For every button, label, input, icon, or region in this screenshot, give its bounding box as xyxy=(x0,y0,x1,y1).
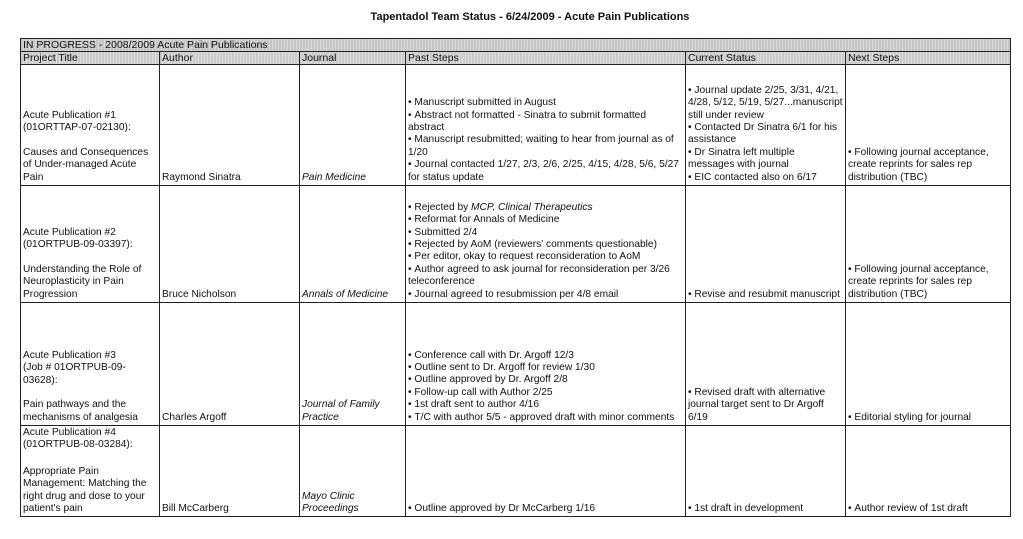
journal-cell: Journal of Family Practice xyxy=(300,303,406,426)
past-step-item: • T/C with author 5/5 - approved draft with minor comments xyxy=(408,412,683,424)
author-cell: Bruce Nicholson xyxy=(160,186,300,303)
past-step-item: • Abstract not formatted - Sinatra to submit formatted abstract xyxy=(408,110,683,135)
next-steps-cell xyxy=(846,65,1011,186)
status-table xyxy=(20,38,1011,517)
section-title: IN PROGRESS - 2008/2009 Acute Pain Publications xyxy=(21,39,1011,52)
past-step-item: • Author agreed to ask journal for reconsideration per 3/26 teleconference xyxy=(408,264,683,289)
column-header-current-status: Current Status xyxy=(686,52,846,65)
column-header-past-steps: Past Steps xyxy=(406,52,686,65)
past-step-item: • Manuscript resubmitted; waiting to hear from journal as of 1/20 xyxy=(408,134,683,159)
past-step-item: • 1st draft sent to author 4/16 xyxy=(408,399,683,411)
past-step-item xyxy=(408,202,683,214)
past-step-item: • Outline approved by Dr. Argoff 2/8 xyxy=(408,374,683,386)
journal-cell: Pain Medicine xyxy=(300,65,406,186)
column-header-journal: Journal xyxy=(300,52,406,65)
current-status-cell xyxy=(686,65,846,186)
project-name: Pain pathways and the mechanisms of analgesia xyxy=(23,399,138,423)
past-step-item: • Journal contacted 1/27, 2/3, 2/6, 2/25, 4/15, 4/28, 5/6, 5/27 for status update xyxy=(408,159,683,184)
project-name: Appropriate Pain Management: Matching the right drug and dose to your patient's pain xyxy=(23,465,147,515)
status-item: • 1st draft in development xyxy=(688,503,843,515)
status-item: • EIC contacted also on 6/17 xyxy=(688,172,843,184)
past-step-item: • Manuscript submitted in August xyxy=(408,97,683,109)
project-title-cell xyxy=(21,303,160,426)
column-header-author: Author xyxy=(160,52,300,65)
table-row xyxy=(21,65,1011,186)
past-step-item: • Journal agreed to resubmission per 4/8 email xyxy=(408,289,683,301)
next-steps-cell xyxy=(846,426,1011,517)
table-row xyxy=(21,303,1011,426)
past-step-item: • Per editor, okay to request reconsideration to AoM xyxy=(408,251,683,263)
table-row xyxy=(21,426,1011,517)
column-header-next-steps: Next Steps xyxy=(846,52,1011,65)
past-steps-cell xyxy=(406,426,686,517)
current-status-cell xyxy=(686,426,846,517)
current-status-cell xyxy=(686,186,846,303)
next-step-item: • Following journal acceptance, create reprints for sales rep distribution (TBC) xyxy=(848,147,1008,184)
past-step-item: • Conference call with Dr. Argoff 12/3 xyxy=(408,350,683,362)
past-steps-cell xyxy=(406,186,686,303)
project-id: Acute Publication #4 xyxy=(23,427,116,438)
project-id: Acute Publication #1 xyxy=(23,109,116,121)
past-steps-cell xyxy=(406,65,686,186)
project-title-cell xyxy=(21,186,160,303)
past-step-prefix: Rejected by xyxy=(414,201,472,213)
column-header-row xyxy=(21,52,1011,65)
project-name: Understanding the Role of Neuroplasticity in Pain Progression xyxy=(23,263,142,300)
section-header-row xyxy=(21,39,1011,52)
project-title-cell xyxy=(21,426,160,517)
past-step-item: • Submitted 2/4 xyxy=(408,227,683,239)
next-step-item: • Editorial styling for journal xyxy=(848,412,1008,424)
project-name: Causes and Consequences of Under-managed Acute Pain xyxy=(23,146,149,183)
past-step-item: • Outline approved by Dr McCarberg 1/16 xyxy=(408,503,683,515)
project-code: (Job # 01ORTPUB-09-03628): xyxy=(23,362,126,386)
document-title: Tapentadol Team Status - 6/24/2009 - Acute Pain Publications xyxy=(370,11,690,23)
next-steps-cell xyxy=(846,303,1011,426)
next-steps-cell xyxy=(846,186,1011,303)
project-title-cell xyxy=(21,65,160,186)
next-step-item: • Following journal acceptance, create reprints for sales rep distribution (TBC) xyxy=(848,264,1008,301)
past-step-item: • Follow-up call with Author 2/25 xyxy=(408,387,683,399)
past-step-item: • Outline sent to Dr. Argoff for review 1/30 xyxy=(408,362,683,374)
author-cell: Bill McCarberg xyxy=(160,426,300,517)
rejected-journals: MCP, Clinical Therapeutics xyxy=(471,201,593,213)
past-step-item: • Rejected by AoM (reviewers' comments questionable) xyxy=(408,239,683,251)
current-status-cell xyxy=(686,303,846,426)
project-code: (01ORTPUB-08-03284): xyxy=(23,439,133,451)
status-item: • Revised draft with alternative journal target sent to Dr Argoff 6/19 xyxy=(688,387,843,424)
status-item: • Journal update 2/25, 3/31, 4/21, 4/28, 5/12, 5/19, 5/27...manuscript still under review xyxy=(688,85,843,122)
table-row xyxy=(21,186,1011,303)
status-item: • Dr Sinatra left multiple messages with journal xyxy=(688,147,843,172)
status-item: • Revise and resubmit manuscript xyxy=(688,289,843,301)
project-code: (01ORTPUB-09-03397): xyxy=(23,239,133,251)
project-id: Acute Publication #3 xyxy=(23,349,116,361)
column-header-project-title: Project Title xyxy=(21,52,160,65)
author-cell: Raymond Sinatra xyxy=(160,65,300,186)
status-item: • Contacted Dr Sinatra 6/1 for his assistance xyxy=(688,122,843,147)
past-steps-cell xyxy=(406,303,686,426)
next-step-item: • Author review of 1st draft xyxy=(848,503,1008,515)
journal-cell: Annals of Medicine xyxy=(300,186,406,303)
past-step-item: • Reformat for Annals of Medicine xyxy=(408,214,683,226)
project-code: (01ORTTAP-07-02130): xyxy=(23,122,131,134)
project-id: Acute Publication #2 xyxy=(23,226,116,238)
author-cell: Charles Argoff xyxy=(160,303,300,426)
journal-cell: Mayo Clinic Proceedings xyxy=(300,426,406,517)
